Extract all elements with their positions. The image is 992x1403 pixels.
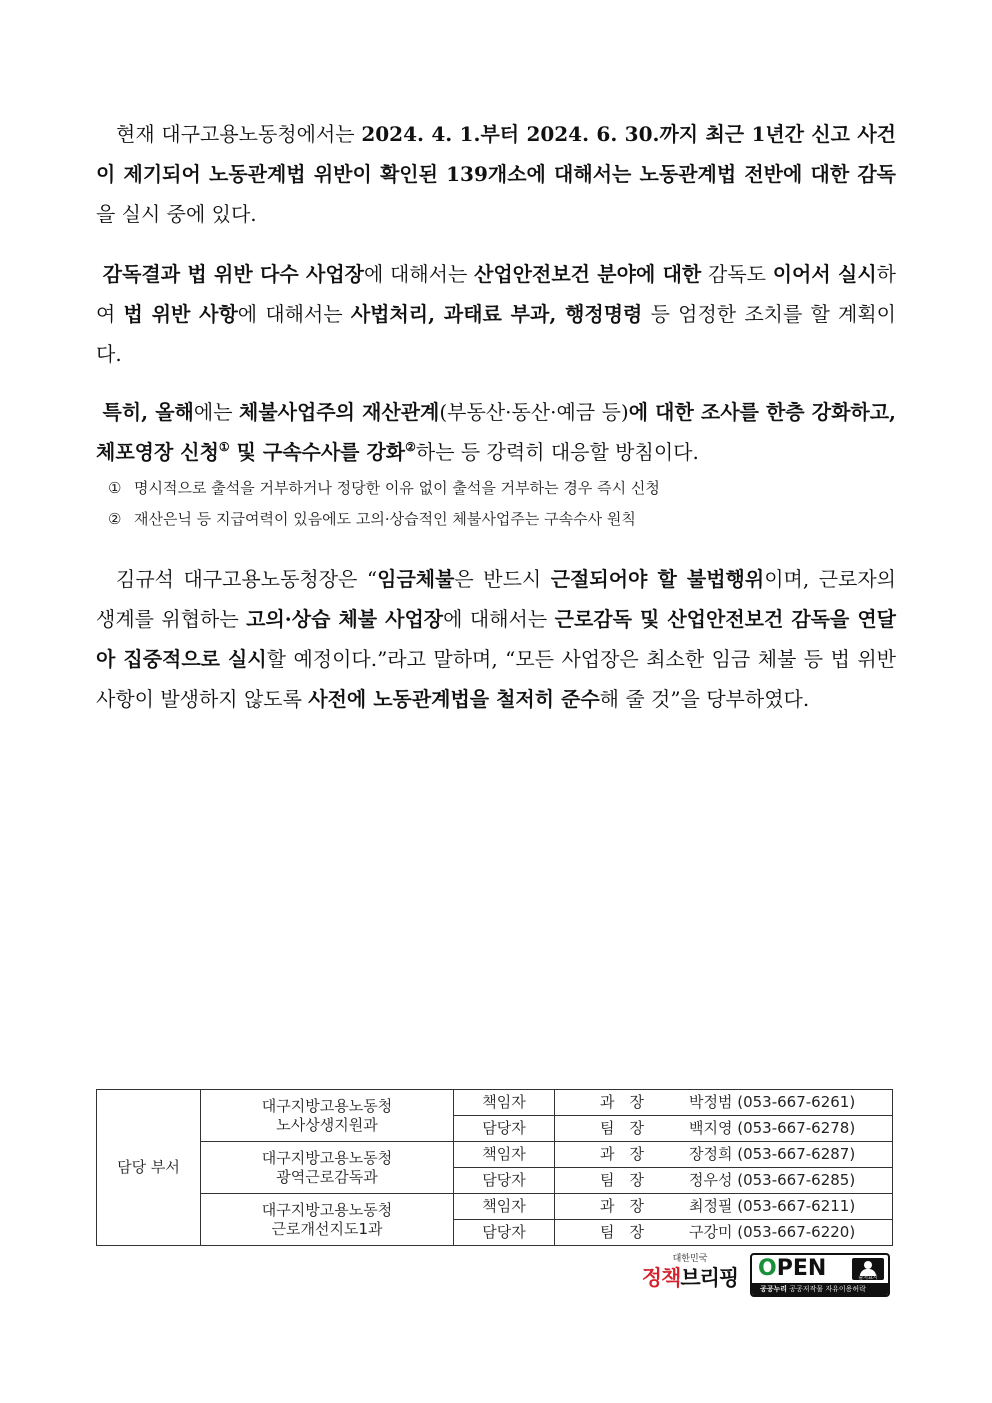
role-cell: 담당자 [454, 1220, 555, 1246]
kogl-open-logo: OPEN 출처표시 공공누리 공공저작물 자유이용허락 [750, 1253, 890, 1297]
role-cell: 책임자 [454, 1142, 555, 1168]
footnote-mark-1: ① [218, 440, 230, 454]
logo-area [634, 1252, 890, 1298]
dept-label: 담당 부서 [97, 1090, 201, 1246]
table-row [97, 1142, 893, 1168]
dept-cell: 대구지방고용노동청 근로개선지도1과 [201, 1194, 454, 1246]
role-cell: 책임자 [454, 1194, 555, 1220]
paragraph-this-year-plan: 특히, 올해에는 체불사업주의 재산관계(부동산·동산·예금 등)에 대한 조사를 한층 강화하고, 체포영장 신청① 및 구속수사를 강화②하는 등 강력히 대응할 방침이다. [96, 400, 896, 464]
role-cell: 담당자 [454, 1116, 555, 1142]
paragraph-commissioner-quote: 김규석 대구고용노동청장은 “임금체불은 반드시 근절되어야 할 불법행위이며, 근로자의 생계를 위협하는 고의·상습 체불 사업장에 대해서는 근로감독 및 산업안전보건 감독을 연달아 집중적으로 실시할 예정이다.”라고 말하며, “모든 사업장은 최소한 임금 체불 등 법 위반 사항이 발생하지 않도록 사전에 노동관계법을 철저히 준수해 줄 것”을 당부하였다. [96, 567, 897, 711]
paragraph-inspection-results: 감독결과 법 위반 다수 사업장에 대해서는 산업안전보건 분야에 대한 감독도 이어서 실시하여 법 위반 사항에 대해서는 사법처리, 과태료 부과, 행정명령 등 엄정한 조치를 할 계획이다. [96, 262, 896, 366]
person-cell: 과 장 박정범 (053-667-6261) [555, 1090, 893, 1116]
dept-cell: 대구지방고용노동청 노사상생지원과 [201, 1090, 454, 1142]
role-cell: 책임자 [454, 1090, 555, 1116]
person-cell: 과 장 최정필 (053-667-6211) [555, 1194, 893, 1220]
person-cell: 팀 장 백지영 (053-667-6278) [555, 1116, 893, 1142]
paragraph-survey-schedule: 현재 대구고용노동청에서는 2024. 4. 1.부터 2024. 6. 30.까지 최근 1년간 신고 사건이 제기되어 노동관계법 위반이 확인된 139개소에 대해서는 노동관계법 전반에 대한 감독을 실시 중에 있다. [96, 122, 896, 226]
footnote-1: ① 명시적으로 출석을 거부하거나 정당한 이유 없이 출석을 거부하는 경우 즉시 신청 [108, 479, 660, 497]
person-cell: 팀 장 구강미 (053-667-6220) [555, 1220, 893, 1246]
contact-table [96, 1089, 893, 1246]
dept-cell: 대구지방고용노동청 광역근로감독과 [201, 1142, 454, 1194]
attribution-icon: 출처표시 [852, 1258, 884, 1280]
person-cell: 팀 장 정우성 (053-667-6285) [555, 1168, 893, 1194]
table-row [97, 1090, 893, 1116]
role-cell: 담당자 [454, 1168, 555, 1194]
table-row [97, 1194, 893, 1220]
policy-briefing-logo: 대한민국 정책브리핑 [641, 1254, 739, 1290]
footnote-mark-2: ② [405, 440, 416, 454]
footnote-2: ② 재산은닉 등 지급여력이 있음에도 고의·상습적인 체불사업주는 구속수사 원칙 [108, 510, 636, 528]
person-cell: 과 장 장정희 (053-667-6287) [555, 1142, 893, 1168]
